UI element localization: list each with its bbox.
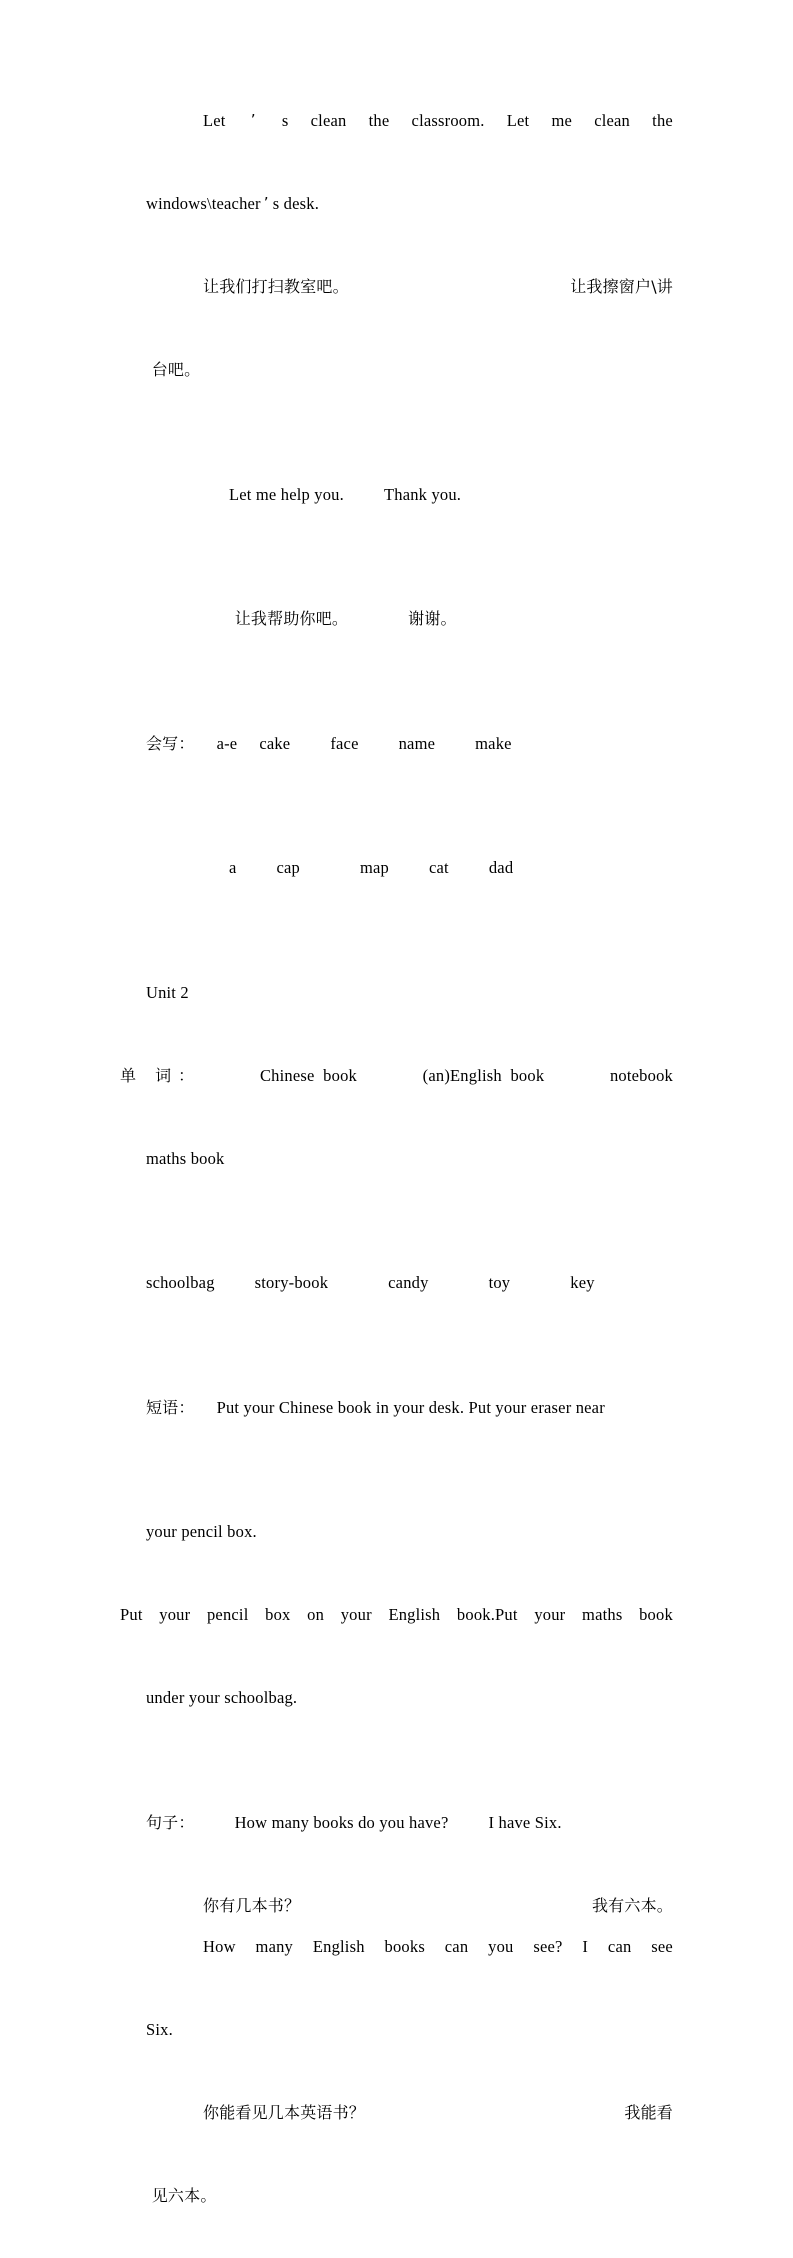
- word: books: [385, 1926, 425, 1968]
- word: Let: [203, 100, 226, 142]
- sentence: How many books do you have?: [235, 1813, 449, 1832]
- word: the: [652, 100, 673, 142]
- word: How: [203, 1926, 236, 1968]
- text-line: [120, 1885, 673, 1927]
- word: can: [445, 1926, 469, 1968]
- text-line: [120, 806, 673, 931]
- word: clean: [594, 100, 630, 142]
- word: English: [388, 1594, 440, 1636]
- section-label-danci: 单 词: [120, 1066, 178, 1085]
- translation-text: 你能看见几本英语书？: [203, 2092, 365, 2134]
- vocab-word: toy: [489, 1273, 511, 1292]
- fullwidth-colon: ：: [178, 734, 194, 753]
- vocab-word: maths book: [146, 1149, 225, 1168]
- text-line: [120, 1345, 673, 1470]
- translation-text: 见六本。: [152, 2186, 217, 2205]
- text-line: [120, 1926, 673, 1968]
- text-line: [120, 142, 673, 267]
- word: clean: [311, 100, 347, 142]
- section-label-huixie: 会写: [146, 734, 178, 753]
- text-line: [120, 432, 673, 557]
- word: name: [399, 734, 436, 753]
- word: cake: [259, 734, 290, 753]
- word: a: [229, 858, 237, 877]
- word: the: [369, 100, 390, 142]
- word: s: [282, 100, 289, 142]
- vocab-word: Chinese book: [260, 1055, 357, 1097]
- word: you: [488, 1926, 513, 1968]
- apostrophe-glyph: ’: [261, 194, 273, 212]
- text-line: [120, 1594, 673, 1636]
- word: dad: [489, 858, 513, 877]
- text-line: [120, 557, 673, 682]
- translation-text: 让我们打扫教室吧。: [203, 266, 349, 308]
- section-label-juzi: 句子: [146, 1813, 178, 1832]
- word: classroom.: [412, 100, 485, 142]
- word: book: [639, 1594, 673, 1636]
- text-line: [120, 1636, 673, 1761]
- unit-heading: [120, 930, 673, 1055]
- word: windows\teacher: [146, 194, 261, 213]
- word: a-e: [217, 734, 238, 753]
- section-label-duanyu: 短语: [146, 1398, 178, 1417]
- word: can: [608, 1926, 632, 1968]
- fullwidth-colon: ：: [178, 1813, 194, 1832]
- text-line: [120, 1968, 673, 2093]
- text-line: [120, 2134, 673, 2258]
- sentence: Let me help you.: [229, 485, 344, 504]
- document-body: [120, 100, 673, 2258]
- word: pencil: [207, 1594, 249, 1636]
- word: Let: [507, 100, 530, 142]
- word: book.Put: [457, 1594, 518, 1636]
- vocab-word: key: [570, 1273, 594, 1292]
- translation-text: 我有六本。: [592, 1885, 673, 1927]
- sentence: Thank you.: [384, 485, 461, 504]
- word: cap: [276, 858, 300, 877]
- word: box: [265, 1594, 290, 1636]
- word: me: [551, 100, 572, 142]
- vocab-word: candy: [388, 1273, 428, 1292]
- vocab-word: (an)English book: [423, 1055, 545, 1097]
- translation-text: 谢谢。: [408, 609, 457, 628]
- vocab-word: story-book: [255, 1273, 329, 1292]
- word: cat: [429, 858, 449, 877]
- text-line: [120, 1055, 673, 1097]
- phrase-text: Put your Chinese book in your desk. Put your eraser near: [217, 1398, 605, 1417]
- word: map: [360, 858, 389, 877]
- translation-text: 让我帮助你吧。: [235, 609, 348, 628]
- text-line: [120, 266, 673, 308]
- word: your: [341, 1594, 372, 1636]
- word: Put: [120, 1594, 143, 1636]
- word: many: [256, 1926, 293, 1968]
- text-line: [120, 1096, 673, 1221]
- word: English: [313, 1926, 365, 1968]
- word: make: [475, 734, 512, 753]
- text-line: [120, 100, 673, 142]
- word: on: [307, 1594, 324, 1636]
- apostrophe-glyph: ’: [248, 100, 260, 142]
- section-label-danci-group: [120, 1055, 194, 1097]
- document-page: [0, 0, 793, 1122]
- text-line: [120, 681, 673, 806]
- text-line: [120, 2092, 673, 2134]
- word: your: [534, 1594, 565, 1636]
- unit-heading-text: Unit 2: [146, 983, 189, 1002]
- phrase-text: your pencil box.: [146, 1522, 257, 1541]
- text-line: [120, 308, 673, 433]
- word: see?: [533, 1926, 562, 1968]
- word: s desk.: [273, 194, 319, 213]
- fullwidth-colon: ：: [178, 1066, 194, 1085]
- text-line: [120, 1470, 673, 1595]
- sentence: Six.: [146, 2020, 173, 2039]
- word: face: [330, 734, 358, 753]
- word: your: [159, 1594, 190, 1636]
- word: I: [582, 1926, 588, 1968]
- vocab-word: notebook: [610, 1055, 673, 1097]
- sentence: I have Six.: [488, 1813, 561, 1832]
- fullwidth-colon: ：: [178, 1398, 194, 1417]
- phrase-text: under your schoolbag.: [146, 1688, 297, 1707]
- vocab-word: schoolbag: [146, 1273, 215, 1292]
- text-line: [120, 1760, 673, 1885]
- translation-text: 我能看: [624, 2092, 673, 2134]
- translation-text: 台吧。: [152, 360, 201, 379]
- text-line: [120, 1221, 673, 1346]
- translation-text: 让我擦窗户\讲: [570, 266, 673, 308]
- translation-text: 你有几本书？: [203, 1885, 300, 1927]
- word: see: [651, 1926, 673, 1968]
- word: maths: [582, 1594, 622, 1636]
